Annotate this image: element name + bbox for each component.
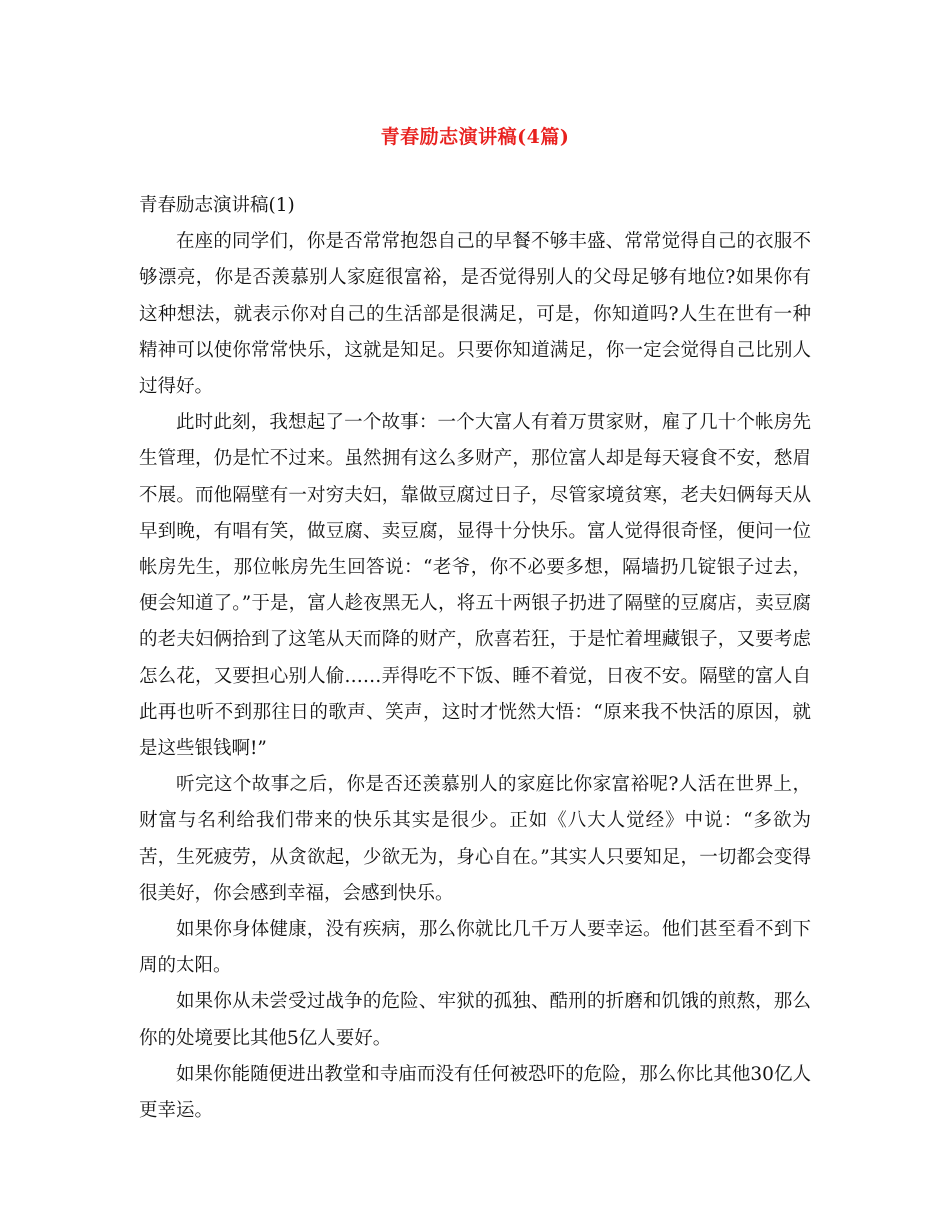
- document-body: [139, 188, 811, 1129]
- paragraph: 此时此刻，我想起了一个故事：一个大富人有着万贯家财，雇了几十个帐房先生管理，仍是忙不过来。虽然拥有这么多财产，那位富人却是每天寝食不安，愁眉不展。而他隔壁有一对穷夫妇，靠做豆腐过日子，尽管家境贫寒，老夫妇俩每天从早到晚，有唱有笑，做豆腐、卖豆腐，显得十分快乐。富人觉得很奇怪，便问一位帐房先生，那位帐房先生回答说：“老爷，你不必要多想，隔墙扔几锭银子过去，便会知道了。”于是，富人趁夜黑无人，将五十两银子扔进了隔壁的豆腐店，卖豆腐的老夫妇俩拾到了这笔从天而降的财产，欣喜若狂，于是忙着埋藏银子，又要考虑怎么花，又要担心别人偷……弄得吃不下饭、睡不着觉，日夜不安。隔壁的富人自此再也听不到那往日的歌声、笑声，这时才恍然大悟：“原来我不快活的原因，就是这些银钱啊!”: [139, 412, 811, 760]
- paragraph: 听完这个故事之后，你是否还羡慕别人的家庭比你家富裕呢?人活在世界上，财富与名利给我们带来的快乐其实是很少。正如《八大人觉经》中说：“多欲为苦，生死疲劳，从贪欲起，少欲无为，身心自在。”其实人只要知足，一切都会变得很美好，你会感到幸福，会感到快乐。: [139, 774, 811, 904]
- paragraph: 在座的同学们，你是否常常抱怨自己的早餐不够丰盛、常常觉得自己的衣服不够漂亮，你是否羡慕别人家庭很富裕，是否觉得别人的父母足够有地位?如果你有这种想法，就表示你对自己的生活部是很满足，可是，你知道吗?人生在世有一种精神可以使你常常快乐，这就是知足。只要你知道满足，你一定会觉得自己比别人过得好。: [139, 231, 811, 398]
- document-title: 青春励志演讲稿(4篇): [380, 126, 570, 148]
- paragraph: 如果你从未尝受过战争的危险、牢狱的孤独、酷刑的折磨和饥饿的煎熬，那么你的处境要比其他5亿人要好。: [139, 991, 811, 1049]
- section-heading: 青春励志演讲稿(1): [139, 195, 295, 216]
- paragraph: 如果你能随便进出教堂和寺庙而没有任何被恐吓的危险，那么你比其他30亿人更幸运。: [139, 1063, 811, 1122]
- paragraph: 如果你身体健康，没有疾病，那么你就比几千万人要幸运。他们甚至看不到下周的太阳。: [139, 919, 811, 977]
